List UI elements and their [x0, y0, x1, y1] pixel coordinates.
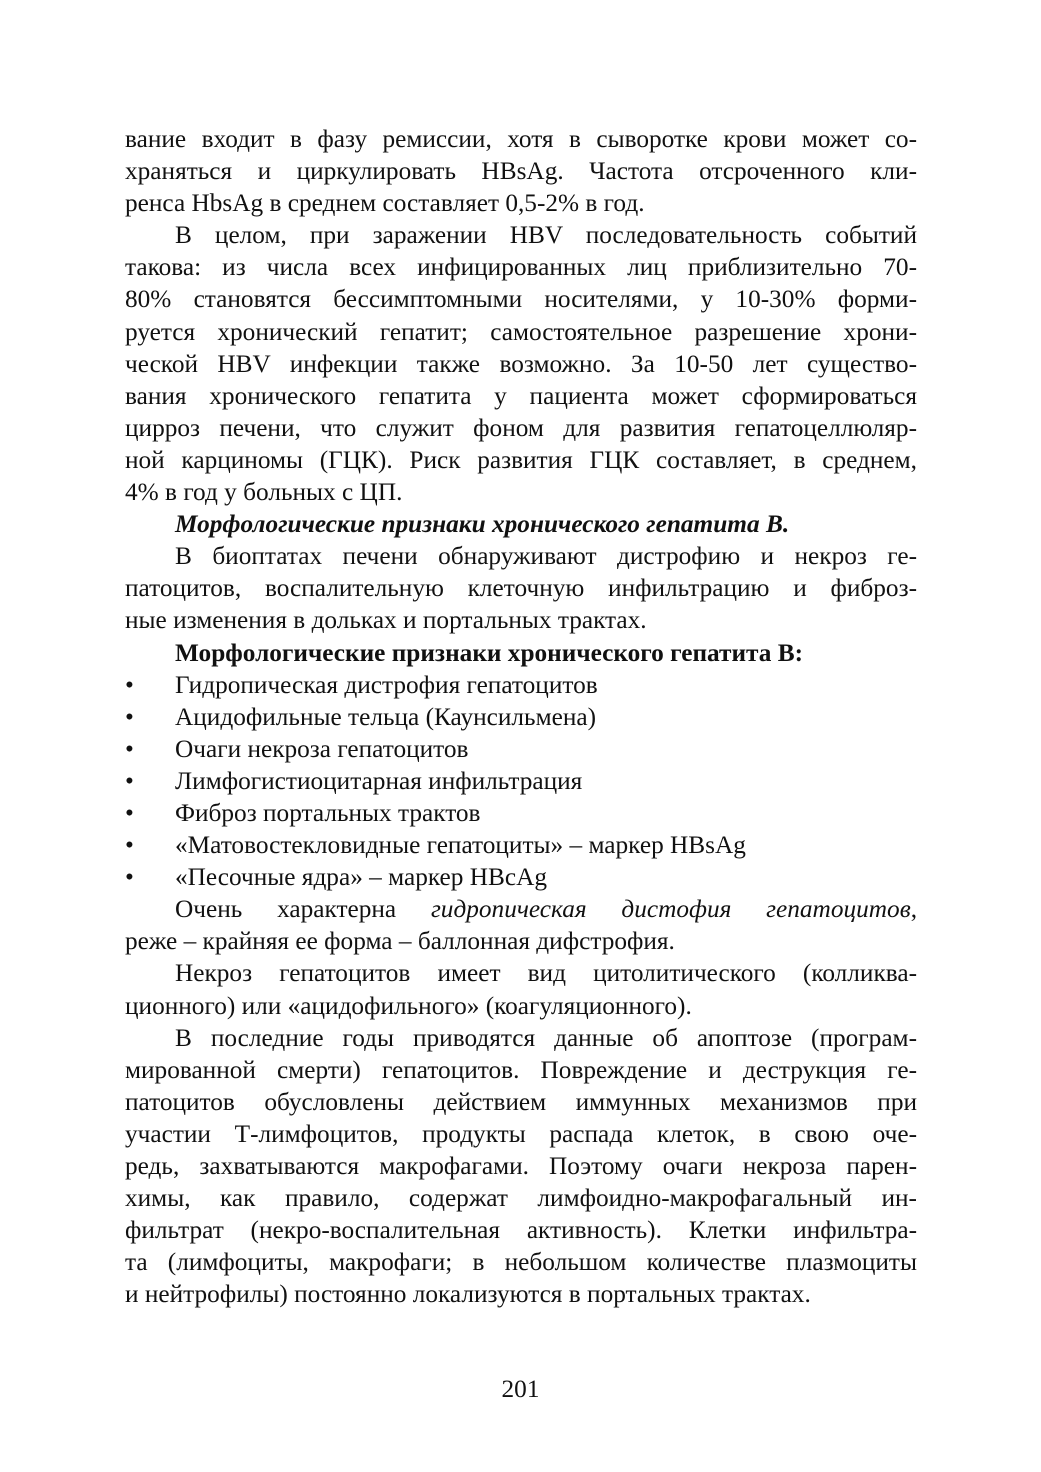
- text-plain: Очень характерна: [175, 895, 431, 924]
- text-line: патоцитов, воспалительную клеточную инфильтрацию и фиброз-: [125, 574, 917, 603]
- text-plain: ,: [910, 895, 918, 924]
- text-line: ренса HbsAg в среднем составляет 0,5-2% в год.: [125, 189, 645, 218]
- section-heading-bold: Морфологические признаки хронического гепатита В:: [175, 638, 804, 667]
- text-line: В целом, при заражении HBV последовательность событий: [175, 221, 917, 250]
- paragraph-necrosis: [125, 957, 917, 1021]
- text-line: храняться и циркулировать HBsAg. Частота отсроченного кли-: [125, 157, 917, 186]
- list-item-text: Лимфогистиоцитарная инфильтрация: [175, 766, 583, 795]
- text-line: патоцитов обусловлены действием иммунных механизмов при: [125, 1087, 917, 1116]
- bullet-icon: •: [125, 766, 134, 795]
- list-item-text: Ацидофильные тельца (Каунсильмена): [175, 702, 597, 731]
- text-line: 80% становятся бессимптомными носителями, у 10-30% форми-: [125, 285, 917, 314]
- paragraph-hbv-sequence: [125, 219, 917, 508]
- text-line: Некроз гепатоцитов имеет вид цитолитического (колликва-: [175, 959, 917, 988]
- list-item: [125, 669, 917, 701]
- page-number: 201: [501, 1375, 540, 1403]
- text-line: цирроз печени, что служит фоном для развития гепатоцеллюляр-: [125, 413, 917, 442]
- list-item-text: Очаги некроза гепатоцитов: [175, 734, 469, 763]
- morphology-bullet-list: [125, 669, 917, 894]
- text-line: вание входит в фазу ремиссии, хотя в сыворотке крови может со-: [125, 125, 917, 153]
- page-body: [125, 123, 917, 1310]
- text-line: мированной смерти) гепатоцитов. Повреждение и деструкция ге-: [125, 1055, 917, 1084]
- paragraph-biopsy: [125, 540, 917, 636]
- text-line: такова: из числа всех инфицированных лиц приблизительно 70-: [125, 253, 917, 282]
- bullet-icon: •: [125, 670, 134, 699]
- list-item-text: Фиброз портальных трактов: [175, 798, 481, 827]
- text-line: вания хронического гепатита у пациента может сформироваться: [125, 381, 917, 410]
- text-line: ционного) или «ацидофильного» (коагуляционного).: [125, 991, 692, 1020]
- text-line: ческой HBV инфекции также возможно. За 10-50 лет существо-: [125, 349, 917, 378]
- text-line: та (лимфоциты, макрофаги; в небольшом количестве плазмоциты: [125, 1248, 917, 1277]
- text-line: руется хронический гепатит; самостоятельное разрешение хрони-: [125, 317, 917, 346]
- text-line: редь, захватываются макрофагами. Поэтому очаги некроза парен-: [125, 1152, 917, 1180]
- list-item-text: Гидропическая дистрофия гепатоцитов: [175, 670, 598, 699]
- bullet-icon: •: [125, 702, 134, 731]
- list-item: [125, 765, 917, 797]
- text-line: фильтрат (некро-воспалительная активность). Клетки инфильтра-: [125, 1216, 917, 1245]
- text-line: ной карциномы (ГЦК). Риск развития ГЦК составляет, в среднем,: [125, 445, 917, 474]
- paragraph-hydropic: [125, 893, 917, 957]
- text-emphasis: гидропическая дистофия гепатоцитов: [430, 895, 911, 924]
- paragraph-apoptosis: [125, 1022, 917, 1311]
- bullet-icon: •: [125, 831, 134, 860]
- list-item-text: «Матовостекловидные гепатоциты» – маркер HBsAg: [175, 831, 746, 860]
- list-item: [125, 797, 917, 829]
- text-line: реже – крайняя ее форма – баллонная дифстрофия.: [125, 927, 675, 956]
- text-line: участии Т-лимфоцитов, продукты распада клеток, в свою оче-: [125, 1119, 917, 1148]
- bullet-icon: •: [125, 863, 134, 892]
- bullet-icon: •: [125, 798, 134, 827]
- text-line: ные изменения в дольках и портальных трактах.: [125, 606, 647, 635]
- list-item: [125, 861, 917, 893]
- text-line: В последние годы приводятся данные об апоптозе (програм-: [175, 1023, 917, 1052]
- section-heading-italic: Морфологические признаки хронического гепатита В.: [175, 510, 790, 539]
- list-item: [125, 829, 917, 861]
- text-line: 4% в год у больных с ЦП.: [125, 478, 403, 507]
- bullet-icon: •: [125, 734, 134, 763]
- list-item: [125, 733, 917, 765]
- text-line: химы, как правило, содержат лимфоидно-макрофагальный ин-: [125, 1184, 917, 1213]
- text-line: и нейтрофилы) постоянно локализуются в портальных трактах.: [125, 1280, 811, 1309]
- list-item: [125, 701, 917, 733]
- list-item-text: «Песочные ядра» – маркер HBcAg: [175, 863, 547, 892]
- paragraph-remission: [125, 123, 917, 219]
- text-line: [125, 893, 917, 925]
- text-line: В биоптатах печени обнаруживают дистрофию и некроз ге-: [175, 542, 917, 571]
